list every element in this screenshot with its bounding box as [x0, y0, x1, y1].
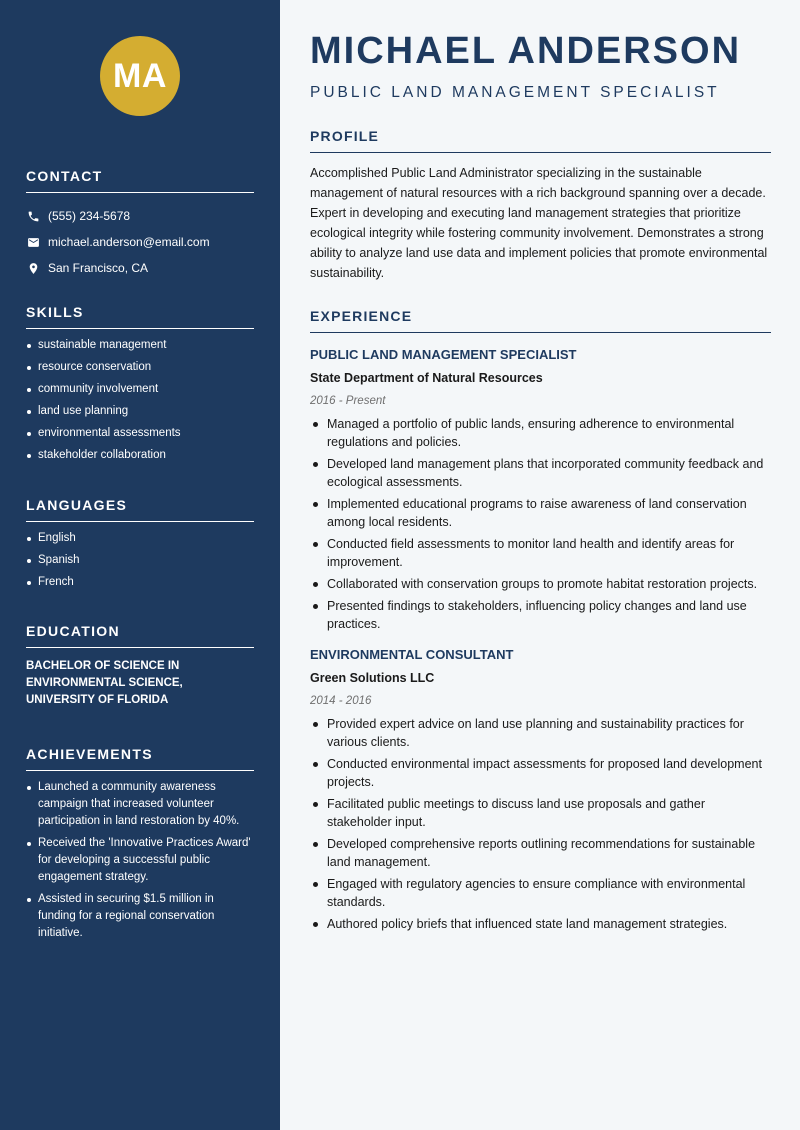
profile-text: Accomplished Public Land Administrator specializing in the sustainable management of natural resources with a rich background spanning over a decade. Expert in developing and executing land management strategies that prioritize ecological integrity while fostering community involvement. Demonstrates a strong ability to analyze land use data and implement policies that promote environmental sustainability.: [310, 166, 768, 280]
job-dates: 2014 - 2016: [310, 695, 372, 707]
language-item: French: [26, 574, 254, 591]
achievement-item: Assisted in securing $1.5 million in funding for a regional conservation initiative.: [26, 891, 254, 942]
job-bullet: Developed land management plans that incorporated community feedback and ecological assessments.: [310, 455, 771, 491]
achievement-item: Launched a community awareness campaign that increased volunteer participation in land restoration by 40%.: [26, 779, 254, 830]
job-title: ENVIRONMENTAL CONSULTANT: [310, 647, 514, 662]
education-heading: EDUCATION: [26, 623, 254, 648]
language-item: Spanish: [26, 552, 254, 569]
job-bullet: Engaged with regulatory agencies to ensure compliance with environmental standards.: [310, 875, 771, 911]
contact-phone: [26, 203, 254, 229]
job-bullet: Provided expert advice on land use planning and sustainability practices for various clients.: [310, 715, 771, 751]
contact-email: [26, 229, 254, 255]
skill-item: sustainable management: [26, 337, 254, 354]
job-dates: 2016 - Present: [310, 395, 386, 407]
avatar: MA: [100, 36, 180, 116]
job-bullet: Conducted environmental impact assessments for proposed land development projects.: [310, 755, 771, 791]
experience-section: [310, 308, 771, 937]
job-entry: [310, 345, 771, 633]
phone-icon: [26, 209, 40, 223]
language-item: English: [26, 530, 254, 547]
candidate-name: MICHAEL ANDERSON: [310, 30, 742, 72]
job-company: Green Solutions LLC: [310, 671, 435, 685]
skills-heading: SKILLS: [26, 304, 254, 329]
phone-text: (555) 234-5678: [48, 209, 131, 223]
job-company: State Department of Natural Resources: [310, 371, 543, 385]
job-entry: [310, 645, 771, 933]
contact-heading: CONTACT: [26, 168, 254, 193]
candidate-role: PUBLIC LAND MANAGEMENT SPECIALIST: [310, 84, 720, 101]
achievement-item: Received the 'Innovative Practices Award' for developing a successful public engagement strategy.: [26, 835, 254, 886]
achievements-section: [26, 746, 254, 947]
contact-list: [26, 203, 254, 281]
job-bullet: Authored policy briefs that influenced state land management strategies.: [310, 915, 771, 933]
skill-item: land use planning: [26, 403, 254, 420]
languages-list: [26, 530, 254, 591]
skill-item: environmental assessments: [26, 425, 254, 442]
job-bullet: Developed comprehensive reports outlining recommendations for sustainable land management.: [310, 835, 771, 871]
skills-section: [26, 304, 254, 469]
location-pin-icon: [26, 261, 40, 275]
sidebar: [0, 0, 280, 1130]
job-bullet: Managed a portfolio of public lands, ensuring adherence to environmental regulations and policies.: [310, 415, 771, 451]
job-bullet: Conducted field assessments to monitor land health and identify areas for improvement.: [310, 535, 771, 571]
education-section: [26, 623, 254, 709]
skill-item: resource conservation: [26, 359, 254, 376]
profile-section: [310, 128, 771, 283]
job-bullets: [310, 715, 771, 933]
languages-heading: LANGUAGES: [26, 497, 254, 522]
profile-heading: PROFILE: [310, 128, 771, 153]
skill-item: stakeholder collaboration: [26, 447, 254, 464]
email-icon: [26, 235, 40, 249]
languages-section: [26, 497, 254, 596]
location-text: San Francisco, CA: [48, 261, 149, 275]
achievements-list: [26, 779, 254, 942]
job-bullet: Implemented educational programs to raise awareness of land conservation among local residents.: [310, 495, 771, 531]
education-degree: BACHELOR OF SCIENCE IN ENVIRONMENTAL SCIENCE, UNIVERSITY OF FLORIDA: [26, 660, 183, 706]
job-title: PUBLIC LAND MANAGEMENT SPECIALIST: [310, 347, 577, 362]
achievements-heading: ACHIEVEMENTS: [26, 746, 254, 771]
contact-location: [26, 255, 254, 281]
skill-item: community involvement: [26, 381, 254, 398]
job-bullet: Presented findings to stakeholders, influencing policy changes and land use practices.: [310, 597, 771, 633]
experience-heading: EXPERIENCE: [310, 308, 771, 333]
job-bullet: Facilitated public meetings to discuss land use proposals and gather stakeholder input.: [310, 795, 771, 831]
email-text: michael.anderson@email.com: [48, 235, 210, 249]
job-bullets: [310, 415, 771, 633]
job-bullet: Collaborated with conservation groups to promote habitat restoration projects.: [310, 575, 771, 593]
skills-list: [26, 337, 254, 464]
contact-section: [26, 168, 254, 281]
